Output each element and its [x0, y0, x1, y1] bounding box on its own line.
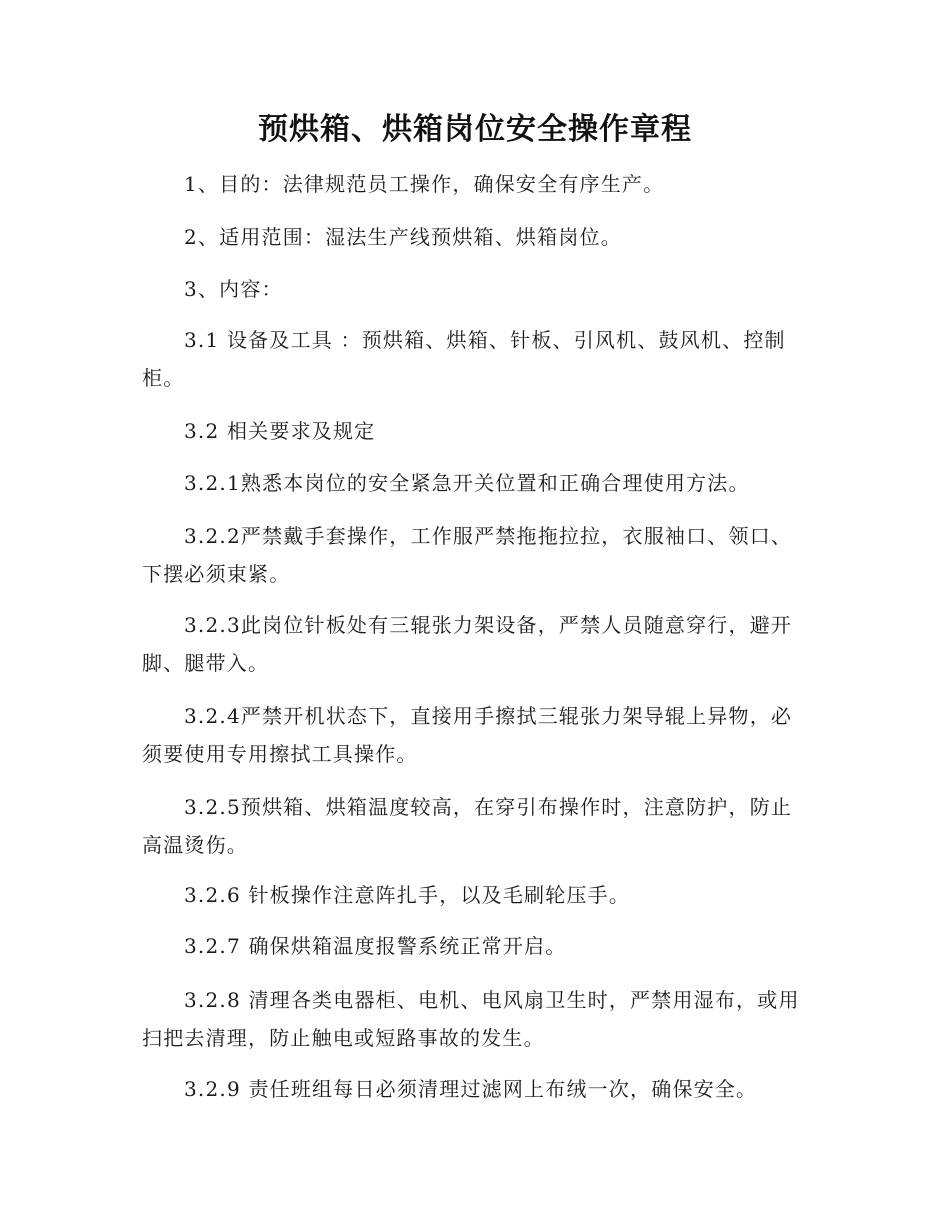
paragraph-3-2-8: 3.2.8 清理各类电器柜、电机、电风扇卫生时，严禁用湿布，或用扫把去清理，防止触电或短路事故的发生。 — [142, 988, 800, 1050]
paragraph-equipment: 3.1 设备及工具 ：预烘箱、烘箱、针板、引风机、鼓风机、控制柜。 — [142, 328, 786, 390]
document-title: 预烘箱、烘箱岗位安全操作章程 — [258, 112, 692, 147]
paragraph-3-2-7: 3.2.7 确保烘箱温度报警系统正常开启。 — [184, 934, 567, 958]
paragraph-3-2-2: 3.2.2严禁戴手套操作，工作服严禁拖拖拉拉，衣服袖口、领口、下摆必须束紧。 — [142, 524, 793, 586]
paragraph-3-2-4: 3.2.4严禁开机状态下，直接用手擦拭三辊张力架导辊上异物，必须要使用专用擦拭工具操作。 — [142, 704, 793, 766]
paragraph-3-2-9: 3.2.9 责任班组每日必须清理过滤网上布绒一次，确保安全。 — [184, 1077, 758, 1101]
paragraph-content-heading: 3、内容： — [184, 277, 283, 301]
paragraph-scope: 2、适用范围：湿法生产线预烘箱、烘箱岗位。 — [184, 225, 622, 249]
paragraph-requirements-heading: 3.2 相关要求及规定 — [184, 419, 376, 443]
paragraph-3-2-6: 3.2.6 针板操作注意阵扎手，以及毛刷轮压手。 — [184, 883, 631, 907]
paragraph-3-2-5: 3.2.5预烘箱、烘箱温度较高，在穿引布操作时，注意防护，防止高温烫伤。 — [142, 795, 793, 857]
paragraph-purpose: 1、目的：法律规范员工操作，确保安全有序生产。 — [184, 172, 665, 196]
paragraph-3-2-1: 3.2.1熟悉本岗位的安全紧急开关位置和正确合理使用方法。 — [184, 471, 750, 495]
paragraph-3-2-3: 3.2.3此岗位针板处有三辊张力架设备，严禁人员随意穿行，避开脚、腿带入。 — [142, 613, 793, 675]
